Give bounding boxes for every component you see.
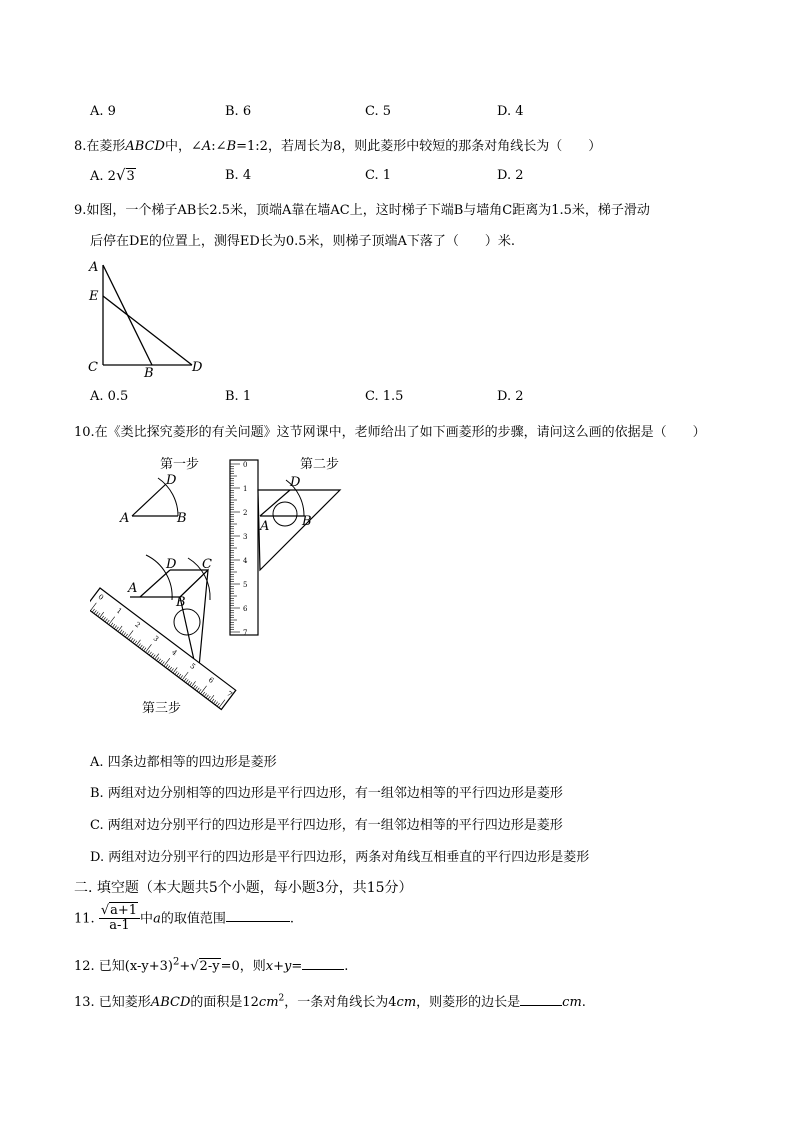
q9-label-a: A (89, 260, 99, 275)
q13-text: 13. 已知菱形 (74, 995, 151, 1010)
q9-stem-line1: 9.如图，一个梯子AB长2.5米，顶端A靠在墙AC上，这时梯子下端B与墙角C距离为1.5米，梯子滑动 (74, 203, 650, 218)
q9-label-d: D (192, 360, 203, 375)
q11-text: 的取值范围 (160, 911, 226, 927)
q13-unit: cm (258, 995, 279, 1010)
q9-label-c: C (88, 360, 98, 375)
ruler-numeral: 2 (243, 509, 248, 517)
q13-text: ，则菱形的边长是 (416, 995, 521, 1010)
q8-option-a-root: 3 (126, 169, 135, 184)
q12-stem: 12. 已知$(x-y+3)^2+√2-y=0$，则x+y= . (74, 956, 349, 974)
q10-step3-ruler (90, 588, 236, 709)
q8-text: 中，∠ (164, 139, 202, 154)
q12-end: . (344, 959, 349, 974)
q8-option-a: A. 2√3 (90, 166, 135, 184)
q9-option-c: C. 1.5 (365, 389, 404, 404)
q9-option-d: D. 2 (497, 389, 524, 404)
q9-label-b: B (144, 366, 154, 380)
ruler-numeral: 5 (188, 662, 197, 672)
q8-abcd: ABCD (125, 139, 165, 154)
q13-unit: cm (562, 995, 582, 1010)
q10-step1-label-b: B (177, 511, 187, 526)
q12-xy: x+y (265, 959, 292, 974)
q10-step1-label-a: A (120, 511, 130, 526)
q9-figure (80, 255, 220, 380)
q10-step3-label-c: C (202, 557, 212, 572)
q7-option-c: C. 5 (365, 104, 392, 119)
q10-stem: 10.在《类比探究菱形的有关问题》这节网课中，老师给出了如下画菱形的步骤，请问这么画的依据是（ ） (74, 425, 706, 440)
ruler-numeral: 0 (243, 461, 248, 469)
q10-option-a: A. 四条边都相等的四边形是菱形 (90, 755, 277, 770)
q10-step3-label-d: D (166, 557, 177, 572)
q11-denominator: a-1 (109, 918, 130, 934)
q10-step3-label-a: A (128, 581, 138, 596)
q13-end: . (581, 995, 586, 1010)
q10-step2-label-a: A (260, 519, 270, 534)
q12-answer-blank[interactable] (302, 969, 344, 970)
section-2-title: 二. 填空题（本大题共5个小题，每小题3分，共15分） (74, 880, 413, 896)
q7-option-d: D. 4 (497, 104, 524, 119)
q9-stem-line2: 后停在DE的位置上，测得ED长为0.5米，则梯子顶端A下落了（ ）米. (90, 234, 516, 249)
q13-unit: cm (396, 995, 417, 1010)
q10-step1-ad (132, 484, 166, 516)
ruler-numeral: 7 (243, 629, 248, 637)
q8-option-d: D. 2 (497, 168, 524, 183)
q8-option-a-prefix: A. 2 (90, 169, 116, 184)
q10-option-c: C. 两组对边分别平行的四边形是平行四边形，有一组邻边相等的平行四边形是菱形 (90, 818, 563, 833)
ruler-numeral: 4 (170, 648, 179, 658)
ruler-numeral: 3 (151, 634, 161, 644)
q8-text: =1:2，若周长为8，则此菱形中较短的那条对角线长为（ ） (236, 139, 602, 154)
ruler-numeral: 2 (133, 620, 142, 630)
q13-square: 2 (278, 993, 285, 1004)
q10-step3-label-b: B (176, 595, 186, 610)
q12-exponent: 2 (172, 956, 180, 968)
q10-step3-label: 第三步 (142, 701, 182, 716)
q10-step2-label-b: B (302, 514, 312, 529)
q11-stem (74, 904, 294, 934)
q11-number: 11. (74, 911, 95, 927)
q9-option-a: A. 0.5 (90, 389, 129, 404)
ruler-numeral: 6 (243, 605, 248, 613)
ruler-numeral: 7 (225, 689, 234, 699)
q11-var: a (153, 911, 161, 927)
q13-text: 的面积是12 (190, 995, 259, 1010)
q8-stem (74, 135, 601, 154)
ruler-numeral: 1 (243, 485, 248, 493)
q8-a: A (201, 139, 212, 154)
q10-option-b: B. 两组对边分别相等的四边形是平行四边形，有一组邻边相等的平行四边形是菱形 (90, 786, 563, 801)
q11-end: . (289, 911, 294, 927)
q12-eq: = (291, 959, 303, 974)
q11-answer-blank[interactable] (226, 921, 290, 922)
q8-option-c: C. 1 (365, 168, 392, 183)
q13-text: ，一条对角线长为4 (284, 995, 397, 1010)
q13-answer-blank[interactable] (520, 1005, 562, 1006)
q10-figure (90, 450, 390, 730)
q10-step2-set-square (258, 490, 340, 570)
q10-step2-label: 第二步 (300, 457, 340, 472)
q11-numerator: √a+1 (99, 904, 140, 919)
q10-step2-label-d: D (290, 475, 301, 490)
q9-option-b: B. 1 (225, 389, 252, 404)
ruler-numeral: 4 (243, 557, 248, 565)
q13-abcd: ABCD (150, 995, 191, 1010)
q8-option-b: B. 4 (225, 168, 252, 183)
q8-b: B (226, 139, 237, 154)
q11-text: 中 (140, 911, 154, 927)
q7-option-a: A. 9 (90, 104, 116, 119)
ruler-numeral: 6 (206, 675, 216, 685)
q12-plus: + (179, 959, 191, 974)
q8-text: :∠ (211, 139, 227, 154)
q10-step1-label: 第一步 (160, 457, 200, 472)
q7-option-b: B. 6 (225, 104, 252, 119)
q12-text: =0，则 (220, 959, 266, 974)
q8-text: 在菱形 (86, 139, 126, 154)
q9-label-e: E (89, 289, 99, 304)
q10-step1-label-d: D (166, 473, 177, 488)
ruler-numeral: 1 (114, 606, 124, 616)
ruler-numeral: 5 (243, 581, 248, 589)
q8-number: 8. (74, 139, 87, 154)
q10-option-d: D. 两组对边分别平行的四边形是平行四边形，两条对角线互相垂直的平行四边形是菱形 (90, 850, 590, 865)
q12-text: 12. 已知(x-y+3) (74, 959, 173, 974)
ruler-numeral: 0 (96, 592, 105, 602)
q10-step3-ad (140, 570, 170, 597)
q11-numerator-root: a+1 (110, 903, 138, 918)
q12-root: 2-y (199, 959, 220, 974)
ruler-numeral: 3 (243, 533, 248, 541)
q13-stem (74, 991, 586, 1010)
q11-fraction (99, 904, 140, 934)
